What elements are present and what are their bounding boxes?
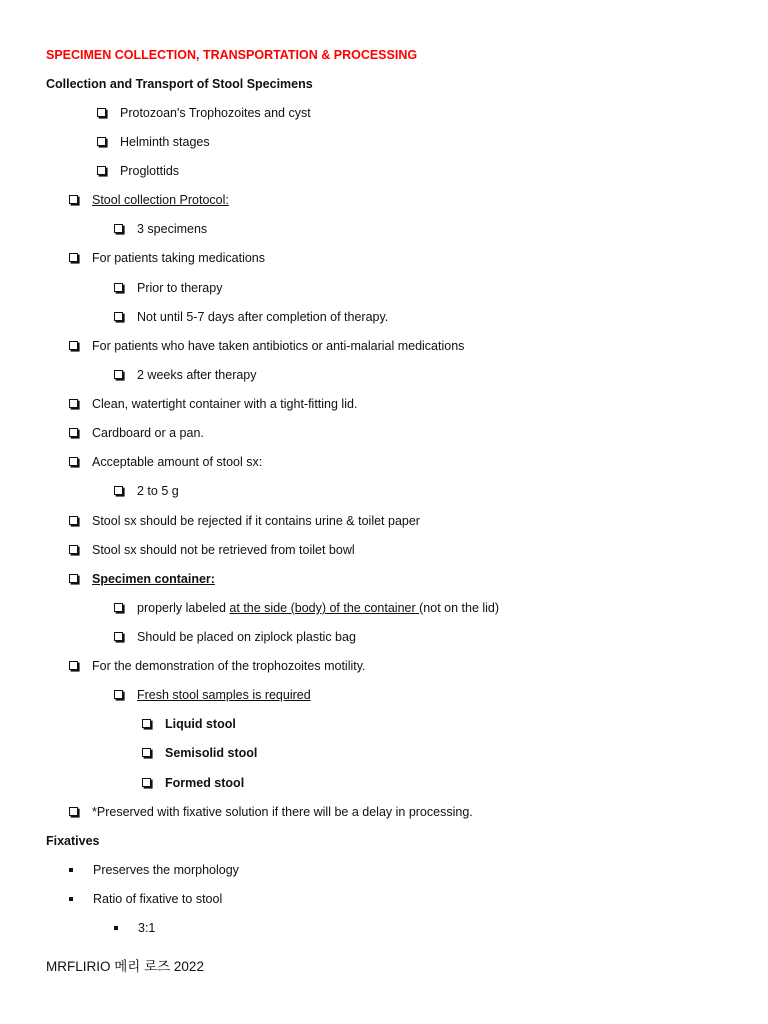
checkbox-bullet-icon [69,195,78,204]
checkbox-bullet-icon [114,603,123,612]
checkbox-bullet-icon [69,341,78,350]
list-item: Cardboard or a pan. [69,425,204,441]
checkbox-bullet-icon [114,370,123,379]
checkbox-bullet-icon [69,428,78,437]
list-item: Acceptable amount of stool sx: [69,454,262,470]
list-item: Stool sx should be rejected if it contains urine & toilet paper [69,513,420,529]
square-bullet-icon [114,926,118,930]
list-item: *Preserved with fixative solution if there will be a delay in processing. [69,804,473,820]
list-item: Preserves the morphology [69,862,239,878]
list-item: Formed stool [142,775,244,791]
list-item: Fresh stool samples is required [114,687,311,703]
section-heading-fixatives: Fixatives [46,834,100,848]
list-item: For patients taking medications [69,250,265,266]
checkbox-bullet-icon [97,166,106,175]
section-heading-stool-collection: Collection and Transport of Stool Specimens [46,77,313,91]
list-item: Specimen container: [69,571,215,587]
list-item: Stool sx should not be retrieved from toilet bowl [69,542,355,558]
checkbox-bullet-icon [97,108,106,117]
square-bullet-icon [69,897,73,901]
list-item: Not until 5-7 days after completion of therapy. [114,309,388,325]
list-item: 2 to 5 g [114,483,179,499]
checkbox-bullet-icon [69,661,78,670]
list-item: Prior to therapy [114,280,222,296]
list-item: properly labeled at the side (body) of the container (not on the lid) [114,600,499,616]
list-item: For patients who have taken antibiotics or anti-malarial medications [69,338,464,354]
list-item: Liquid stool [142,716,236,732]
document-title: SPECIMEN COLLECTION, TRANSPORTATION & PROCESSING [46,48,418,62]
checkbox-bullet-icon [69,457,78,466]
checkbox-bullet-icon [114,312,123,321]
checkbox-bullet-icon [69,399,78,408]
checkbox-bullet-icon [142,719,151,728]
checkbox-bullet-icon [69,574,78,583]
list-item: Clean, watertight container with a tight-fitting lid. [69,396,357,412]
page-footer: MRFLIRIO 메리 로즈 2022 [46,959,204,974]
checkbox-bullet-icon [97,137,106,146]
checkbox-bullet-icon [142,748,151,757]
checkbox-bullet-icon [114,486,123,495]
list-item: 2 weeks after therapy [114,367,257,383]
checkbox-bullet-icon [114,224,123,233]
list-item: Ratio of fixative to stool [69,891,222,907]
list-item: Proglottids [97,163,179,179]
list-item: 3:1 [114,920,155,936]
list-item: Protozoan's Trophozoites and cyst [97,105,311,121]
list-item: Semisolid stool [142,745,257,761]
checkbox-bullet-icon [69,545,78,554]
checkbox-bullet-icon [114,632,123,641]
list-item: For the demonstration of the trophozoites motility. [69,658,366,674]
list-item: Should be placed on ziplock plastic bag [114,629,356,645]
checkbox-bullet-icon [69,807,78,816]
checkbox-bullet-icon [69,253,78,262]
list-item: Helminth stages [97,134,210,150]
square-bullet-icon [69,868,73,872]
checkbox-bullet-icon [142,778,151,787]
checkbox-bullet-icon [114,690,123,699]
checkbox-bullet-icon [69,516,78,525]
checkbox-bullet-icon [114,283,123,292]
list-item: 3 specimens [114,221,207,237]
list-item: Stool collection Protocol: [69,192,229,208]
